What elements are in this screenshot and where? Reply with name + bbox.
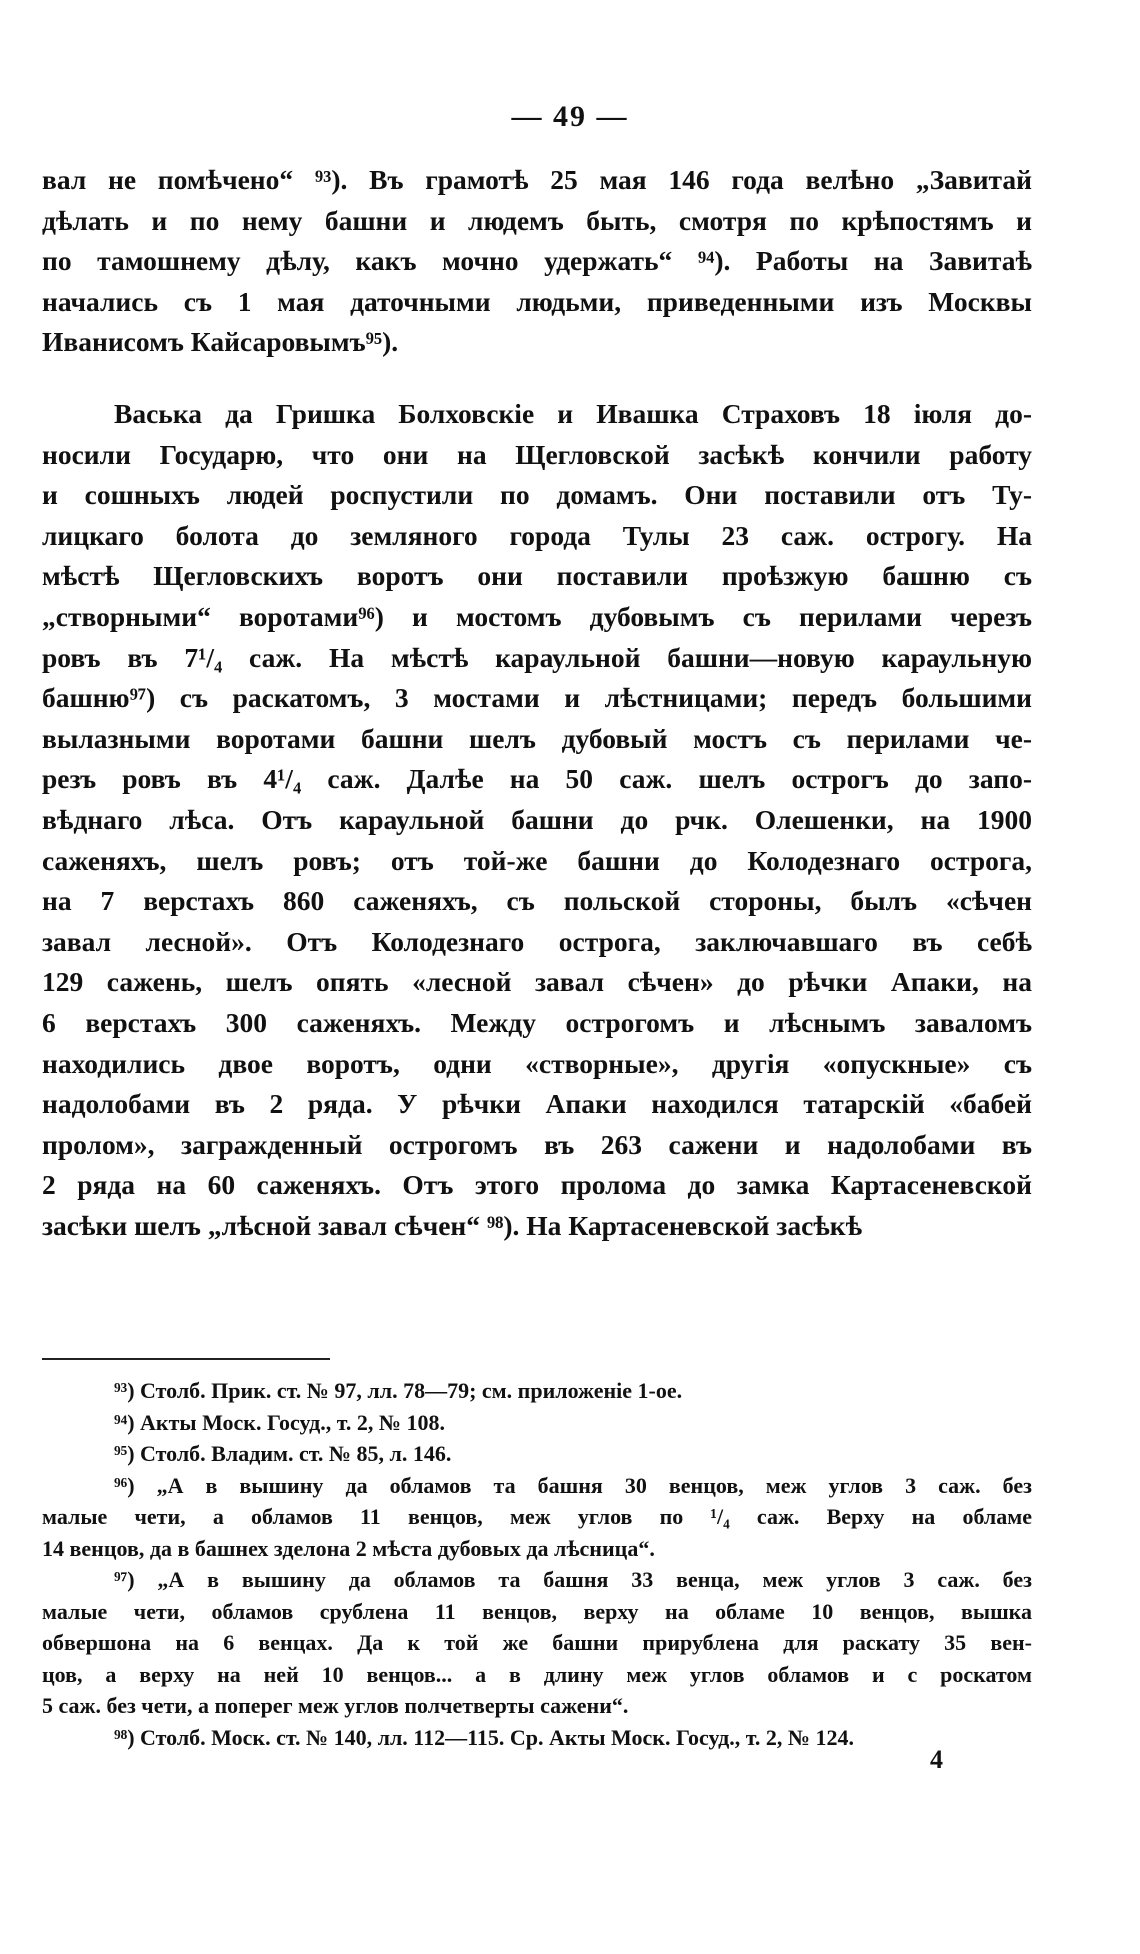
text-line: на 7 верстахъ 860 саженяхъ, съ польской стороны, былъ «сѣчен xyxy=(42,885,1032,917)
footnote-line: малые чети, обламов срублена 11 венцов, верху на обламе 10 венцов, вышка xyxy=(42,1598,1032,1624)
paragraph-1 xyxy=(42,160,1032,363)
text-line: завал лесной». Отъ Колодезнаго острога, заключавшаго въ себѣ xyxy=(42,925,1032,957)
paragraph-2 xyxy=(42,394,1032,1246)
text-line: носили Государю, что они на Щегловской засѣкѣ кончили работу xyxy=(42,438,1032,470)
text-line: башню⁹⁷) съ раскатомъ, 3 мостами и лѣстницами; передъ большими xyxy=(42,682,1032,714)
page-number: — 49 — xyxy=(511,100,629,133)
text-line: вѣднаго лѣса. Отъ караульной башни до рчк. Олешенки, на 1900 xyxy=(42,803,1032,835)
text-line: 129 сажень, шелъ опять «лесной завал сѣчен» до рѣчки Апаки, на xyxy=(42,966,1032,998)
text-line: засѣки шелъ „лѣсной завал сѣчен“ ⁹⁸). На Картасеневской засѣкѣ xyxy=(42,1209,863,1241)
text-line: 2 ряда на 60 саженяхъ. Отъ этого пролома до замка Картасеневской xyxy=(42,1169,1032,1201)
footnote xyxy=(42,1375,1032,1407)
footnote-line: цов, а верху на ней 10 венцов... а в длину меж углов обламов и с роскатом xyxy=(42,1661,1032,1687)
text-line: „створными“ воротами⁹⁶) и мостомъ дубовымъ съ перилами черезъ xyxy=(42,600,1032,632)
text-line: по тамошнему дѣлу, какъ мочно удержать“ ⁹⁴). Работы на Завитаѣ xyxy=(42,245,1032,277)
footnote-line: 14 венцов, да в башнех зделона 2 мѣста дубовых да лѣсница“. xyxy=(42,1535,655,1561)
footnote-line: обвершона на 6 венцах. Да к той же башни прирублена для раскату 35 вен- xyxy=(42,1630,1032,1655)
text-line: 6 верстахъ 300 саженяхъ. Между острогомъ и лѣснымъ заваломъ xyxy=(42,1006,1032,1038)
text-line: лицкаго болота до земляного города Тулы 23 саж. острогу. На xyxy=(42,519,1032,551)
signature-mark: 4 xyxy=(930,1745,943,1774)
text-line: дѣлать и по нему башни и людемъ быть, смотря по крѣпостямъ и xyxy=(42,204,1032,236)
text-line: ровъ въ 7¹/₄ саж. На мѣстѣ караульной башни—новую караульную xyxy=(42,641,1032,673)
text-line: Васька да Гришка Болховскіе и Ивашка Страховъ 18 іюля до- xyxy=(114,398,1032,429)
text-line: и сошныхъ людей роспустили по домамъ. Они поставили отъ Ту- xyxy=(42,479,1032,511)
text-line: Иванисомъ Кайсаровымъ⁹⁵). xyxy=(42,326,399,358)
footnote-separator xyxy=(42,1358,330,1360)
text-line: резъ ровъ въ 4¹/₄ саж. Далѣе на 50 саж. шелъ острогъ до запо- xyxy=(42,763,1032,795)
text-line: находились двое воротъ, одни «створные», другія «опускные» съ xyxy=(42,1047,1032,1079)
footnote xyxy=(42,1407,1032,1439)
footnote-line: ⁹³) Столб. Прик. ст. № 97, лл. 78—79; см. приложеніе 1-ое. xyxy=(114,1378,683,1403)
text-line: саженяхъ, шелъ ровъ; отъ той-же башни до Колодезнаго острога, xyxy=(42,844,1032,876)
footnote-line: 5 саж. без чети, а поперег меж углов полчетверты сажени“. xyxy=(42,1693,629,1718)
footnote-line: ⁹⁴) Акты Моск. Госуд., т. 2, № 108. xyxy=(114,1409,446,1435)
text-line: вылазными воротами башни шелъ дубовый мостъ съ перилами че- xyxy=(42,722,1032,754)
footnote xyxy=(42,1722,1032,1754)
text-line: пролом», загражденный острогомъ въ 263 сажени и надолобами въ xyxy=(42,1128,1032,1160)
text-line: мѣстѣ Щегловскихъ воротъ они поставили проѣзжую башню съ xyxy=(42,560,1032,592)
footnote xyxy=(42,1470,1032,1565)
footnote xyxy=(42,1564,1032,1722)
footnote xyxy=(42,1438,1032,1470)
text-line: начались съ 1 мая даточными людьми, приведенными изъ Москвы xyxy=(42,285,1032,317)
text-line: надолобами въ 2 ряда. У рѣчки Апаки находился татарскій «бабей xyxy=(42,1088,1032,1120)
footnote-line: ⁹⁵) Столб. Владим. ст. № 85, л. 146. xyxy=(114,1441,452,1466)
text-line: вал не помѣчено“ ⁹³). Въ грамотѣ 25 мая 146 года велѣно „Завитай xyxy=(42,164,1032,195)
footnote-line: ⁹⁷) „А в вышину да обламов та башня 33 венца, меж углов 3 саж. без xyxy=(114,1567,1032,1592)
footnotes xyxy=(42,1375,1032,1753)
footnote-line: ⁹⁶) „А в вышину да обламов та башня 30 венцов, меж углов 3 саж. без xyxy=(114,1472,1032,1498)
footnote-line: малые чети, а обламов 11 венцов, меж углов по ¹/₄ саж. Верху на обламе xyxy=(42,1504,1032,1529)
footnote-line: ⁹⁸) Столб. Моск. ст. № 140, лл. 112—115. Ср. Акты Моск. Госуд., т. 2, № 124. xyxy=(114,1724,855,1750)
